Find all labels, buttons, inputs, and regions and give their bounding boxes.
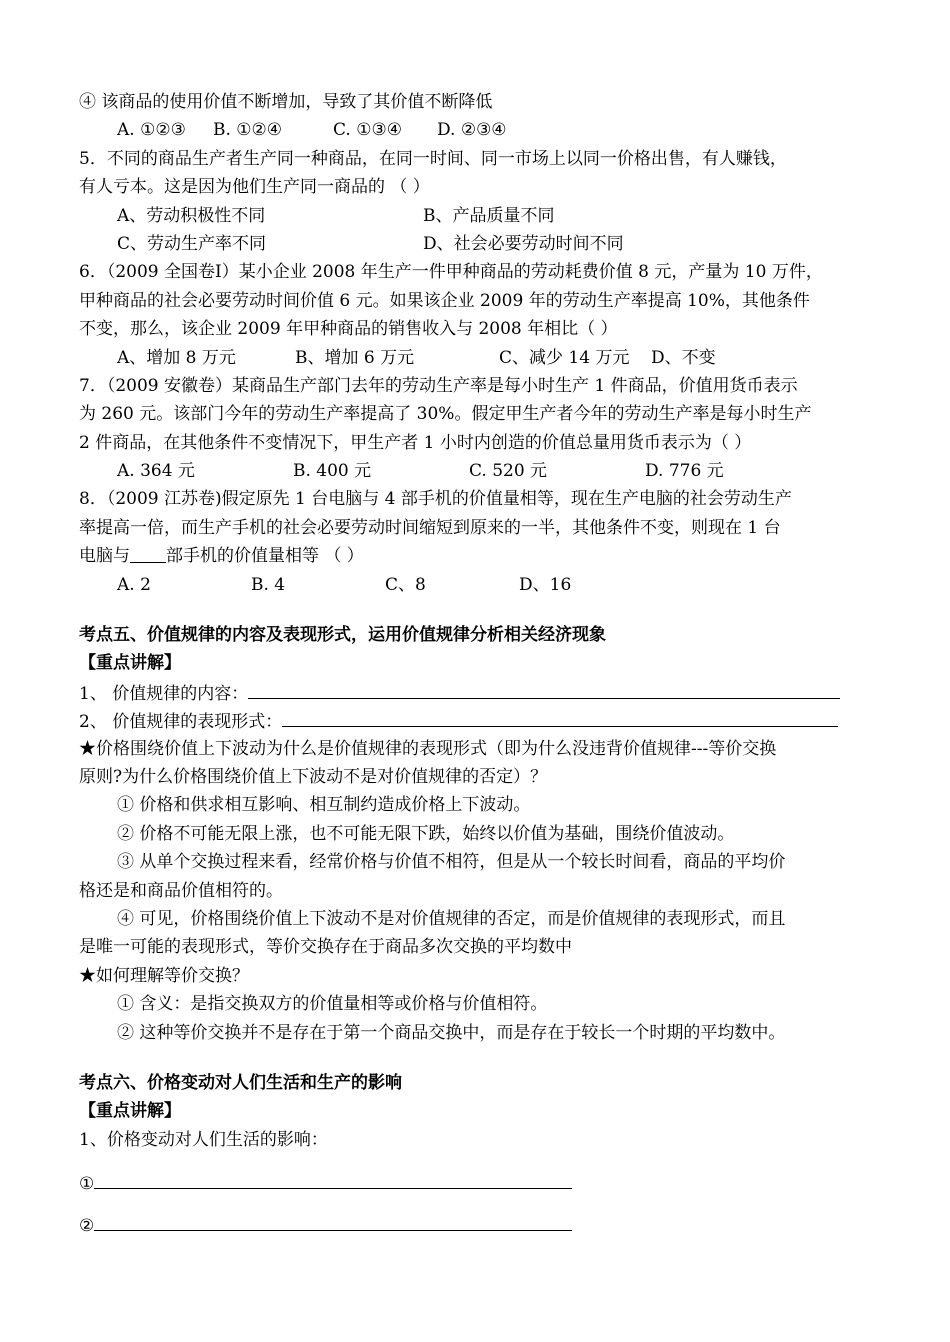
q8-line1: 8．（2009 江苏卷)假定原先 1 台电脑与 4 部手机的价值量相等，现在生产电脑的社会劳动生产 xyxy=(79,489,792,510)
star2-title: ★如何理解等价交换？ xyxy=(79,965,249,986)
section5-title: 考点五、价值规律的内容及表现形式，运用价值规律分析相关经济现象 xyxy=(79,625,606,646)
section6-blank2-label: ② xyxy=(79,1216,95,1237)
q6-line1: 6．（2009 全国卷Ⅰ）某小企业 2008 年生产一件甲种商品的劳动耗费价值 8 元，产量为 10 万件， xyxy=(79,262,823,283)
section5-item1-label: 1、 价值规律的内容： xyxy=(79,683,249,704)
section5-item2 xyxy=(79,706,879,734)
q4-option-c: C. ①③④ xyxy=(333,120,402,141)
star1-line1: ★价格围绕价值上下波动为什么是价值规律的表现形式（即为什么没违背价值规律---等价交换 xyxy=(79,738,777,759)
section6-title: 考点六、价格变动对人们生活和生产的影响 xyxy=(79,1072,402,1093)
section6-blank1[interactable] xyxy=(94,1168,572,1189)
section5-item1-blank[interactable] xyxy=(248,678,840,699)
q8-line3-start: 电脑与 xyxy=(79,546,130,567)
q8-line3-end: 部手机的价值量相等 （ ） xyxy=(166,546,364,567)
q8-option-d: D、16 xyxy=(519,574,572,595)
star1-point3a: ③ 从单个交换过程来看，经常价格与价值不相符，但是从一个较长时间看，商品的平均价 xyxy=(117,852,786,873)
q5-options-row2 xyxy=(79,230,879,258)
q5-options-row1 xyxy=(79,202,879,230)
section5-item1 xyxy=(79,678,879,706)
q6-options xyxy=(79,344,879,372)
q8-option-c: C、8 xyxy=(385,574,426,595)
section6-item1: 1、价格变动对人们生活的影响： xyxy=(79,1129,328,1150)
q6-line3: 不变，那么，该企业 2009 年甲种商品的销售收入与 2008 年相比（ ） xyxy=(79,319,618,340)
star1-point4a: ④ 可见，价格围绕价值上下波动不是对价值规律的否定，而是价值规律的表现形式，而且 xyxy=(117,908,786,929)
star2-point1: ① 含义：是指交换双方的价值量相等或价格与价值相符。 xyxy=(117,994,548,1015)
q8-option-a: A. 2 xyxy=(117,574,151,595)
q6-option-c: C、减少 14 万元 xyxy=(499,347,630,368)
q7-options xyxy=(79,457,879,485)
q7-option-c: C. 520 元 xyxy=(469,461,548,482)
section5-item2-label: 2、 价值规律的表现形式： xyxy=(79,712,283,733)
q5-option-b: B、产品质量不同 xyxy=(423,205,555,226)
worksheet-page xyxy=(79,88,879,1239)
q5-option-d: D、社会必要劳动时间不同 xyxy=(423,233,624,254)
section6-blank1-label: ① xyxy=(79,1174,95,1195)
star1-line2: 原则?为什么价格围绕价值上下波动不是对价值规律的否定）？ xyxy=(79,766,548,787)
q8-line3 xyxy=(79,542,879,570)
q4-option-d: D. ②③④ xyxy=(437,120,507,141)
q5-option-a: A、劳动积极性不同 xyxy=(117,205,266,226)
star1-point1: ① 价格和供求相互影响、相互制约造成价格上下波动。 xyxy=(117,795,531,816)
q5-line1: 5．不同的商品生产者生产同一种商品，在同一时间、同一市场上以同一价格出售，有人赚钱， xyxy=(79,148,787,169)
section6-blank-row1 xyxy=(79,1168,879,1196)
q4-option-b: B. ①②④ xyxy=(213,120,283,141)
q5-line2: 有人亏本。这是因为他们生产同一商品的 （ ） xyxy=(79,177,430,198)
q8-options xyxy=(79,571,879,599)
star1-point3b: 格还是和商品价值相符的。 xyxy=(79,880,283,901)
q7-line1: 7．（2009 安徽卷）某商品生产部门去年的劳动生产率是每小时生产 1 件商品，价值用货币表示 xyxy=(79,375,798,396)
section5-subtitle: 【重点讲解】 xyxy=(79,653,181,674)
q8-option-b: B. 4 xyxy=(251,574,286,595)
section6-blank2[interactable] xyxy=(94,1210,572,1231)
q7-option-b: B. 400 元 xyxy=(293,461,372,482)
q6-line2: 甲种商品的社会必要劳动时间价值 6 元。如果该企业 2009 年的劳动生产率提高 10%，其他条件 xyxy=(79,290,810,311)
star1-point4b: 是唯一可能的表现形式，等价交换存在于商品多次交换的平均数中 xyxy=(79,937,572,958)
q4-item4: ④ 该商品的使用价值不断增加，导致了其价值不断降低 xyxy=(79,92,493,112)
q5-option-c: C、劳动生产率不同 xyxy=(117,233,267,254)
q4-option-a: A. ①②③ xyxy=(117,120,186,141)
q7-option-d: D. 776 元 xyxy=(645,461,724,482)
section5-item2-blank[interactable] xyxy=(282,706,838,727)
q7-option-a: A. 364 元 xyxy=(117,461,195,482)
star1-point2: ② 价格不可能无限上涨，也不可能无限下跌，始终以价值为基础，围绕价值波动。 xyxy=(117,823,735,844)
star2-point2: ② 这种等价交换并不是存在于第一个商品交换中，而是存在于较长一个时期的平均数中。 xyxy=(117,1022,786,1043)
section6-blank-row2 xyxy=(79,1210,879,1238)
q4-options xyxy=(79,116,879,144)
q6-option-a: A、增加 8 万元 xyxy=(117,347,236,368)
q8-answer-blank[interactable] xyxy=(130,542,166,563)
q6-option-b: B、增加 6 万元 xyxy=(295,347,415,368)
q7-line3: 2 件商品，在其他条件不变情况下，甲生产者 1 小时内创造的价值总量用货币表示为（ ） xyxy=(79,432,752,453)
q7-line2: 为 260 元。该部门今年的劳动生产率提高了 30%。假定甲生产者今年的劳动生产率是每小时生产 xyxy=(79,404,812,425)
section6-subtitle: 【重点讲解】 xyxy=(79,1101,181,1122)
q6-option-d: D、不变 xyxy=(651,347,716,368)
q8-line2: 率提高一倍，而生产手机的社会必要劳动时间缩短到原来的一半，其他条件不变，则现在 1 台 xyxy=(79,517,781,538)
